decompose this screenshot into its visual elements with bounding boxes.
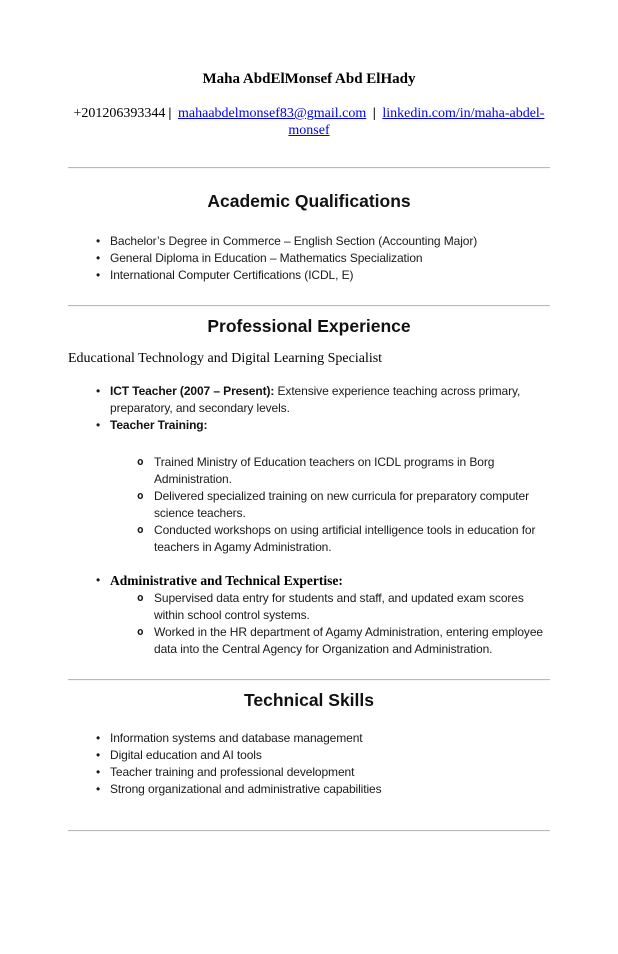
separator: |: [168, 106, 172, 121]
skill-item: • Information systems and database management: [110, 730, 550, 747]
experience-item-bold: Teacher Training:: [110, 418, 208, 432]
admin-subitem: o Worked in the HR department of Agamy Administration, entering employee data into the Central Agency for Organization and Administration.: [154, 624, 550, 658]
section-title-skills: Technical Skills: [243, 690, 374, 710]
resume-page: [0, 71, 618, 832]
academic-item: • General Diploma in Education – Mathematics Specialization: [110, 250, 550, 267]
email-link[interactable]: mahaabdelmonsef83@gmail.com: [178, 106, 367, 121]
admin-sublist: [68, 590, 550, 658]
skill-item: • Teacher training and professional development: [110, 764, 550, 781]
section-title-academic: Academic Qualifications: [207, 191, 411, 211]
candidate-name: Maha AbdElMonsef Abd ElHady: [202, 71, 416, 87]
separator: |: [372, 106, 376, 121]
skill-item: • Digital education and AI tools: [110, 747, 550, 764]
horizontal-rule: [68, 679, 550, 681]
experience-subtitle: Educational Technology and Digital Learning Specialist: [68, 351, 383, 366]
academic-item: • International Computer Certifications (ICDL, E): [110, 267, 550, 284]
experience-item-bold: ICT Teacher (2007 – Present):: [110, 384, 275, 398]
phone-number: +201206393344: [73, 106, 166, 121]
horizontal-rule: [68, 167, 550, 169]
experience-item-bold: Administrative and Technical Expertise:: [110, 573, 343, 588]
experience-item-text: Extensive experience teaching across primary, preparatory, and secondary levels.: [110, 384, 521, 415]
academic-item: • Bachelor’s Degree in Commerce – English Section (Accounting Major): [110, 233, 550, 250]
training-subitem: o Trained Ministry of Education teachers on ICDL programs in Borg Administration.: [154, 454, 550, 488]
academic-list: [68, 233, 550, 284]
skills-list: [68, 730, 550, 798]
experience-list: [68, 383, 550, 434]
horizontal-rule: [68, 305, 550, 307]
experience-list: [68, 572, 550, 590]
horizontal-rule: [68, 830, 550, 832]
training-subitem: o Conducted workshops on using artificial intelligence tools in education for teachers in Agamy Administration.: [154, 522, 550, 556]
training-sublist: [68, 454, 550, 556]
section-title-experience: Professional Experience: [207, 316, 411, 336]
admin-subitem: o Supervised data entry for students and staff, and updated exam scores within school control systems.: [154, 590, 550, 624]
experience-item-training: [110, 417, 550, 434]
experience-item-ict: [110, 383, 550, 417]
skill-item: • Strong organizational and administrative capabilities: [110, 781, 550, 798]
contact-line: [68, 105, 550, 139]
linkedin-link[interactable]: linkedin.com/in/maha-abdel-monsef: [288, 106, 545, 138]
experience-item-admin: [110, 572, 550, 590]
training-subitem: o Delivered specialized training on new curricula for preparatory computer science teachers.: [154, 488, 550, 522]
